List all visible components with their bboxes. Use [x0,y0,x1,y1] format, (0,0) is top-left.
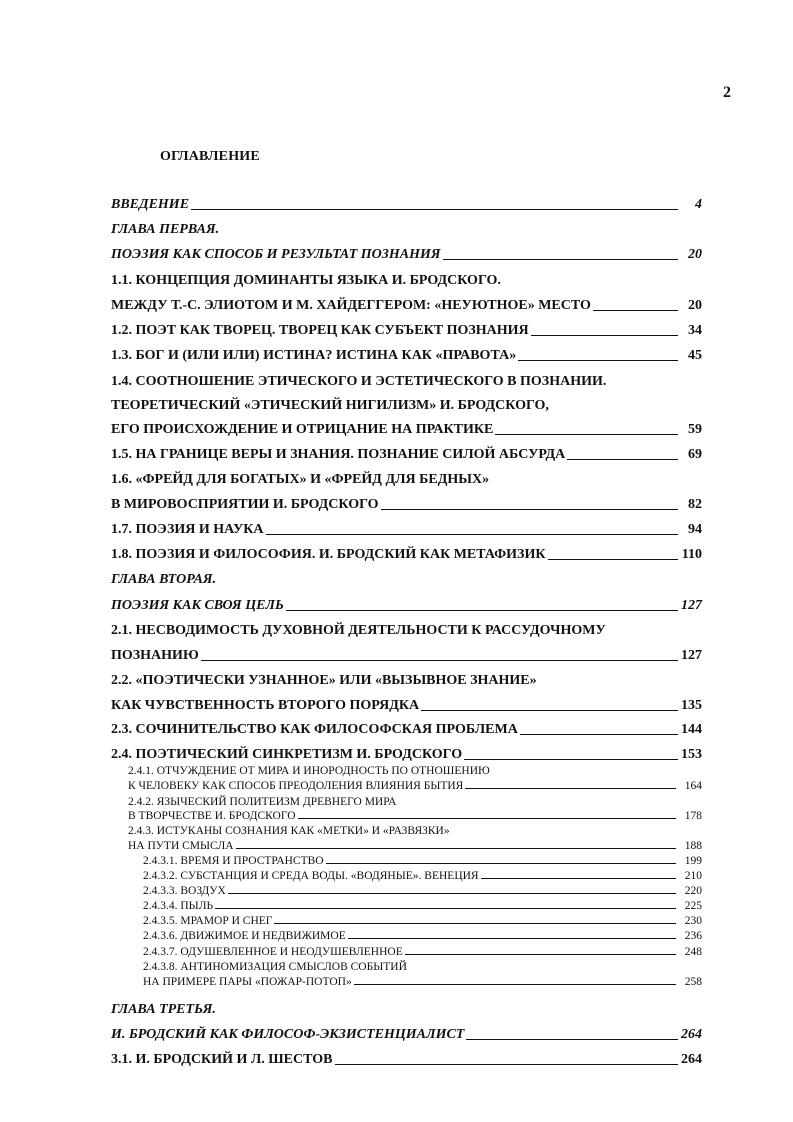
toc-entry-title: 2.4.3.4. ПЫЛЬ [143,900,214,912]
toc-entry [111,245,702,263]
toc-leader [518,360,678,361]
toc-leader [593,310,678,311]
toc-entry-page: 34 [688,323,702,338]
toc-entry-title: ВВЕДЕНИЕ [111,197,190,212]
toc-entry-page: 164 [684,780,702,792]
toc-title: ОГЛАВЛЕНИЕ [160,149,260,164]
toc-subentry [128,808,702,822]
toc-entry [111,1000,702,1018]
toc-leader [236,848,676,849]
toc-leader [495,434,678,435]
toc-leader [326,863,676,864]
toc-leader [266,534,678,535]
toc-entry-title: ГЛАВА ПЕРВАЯ. [111,222,220,237]
toc-entry [111,671,702,689]
toc-subentry [128,794,702,808]
toc-entry-title: 2.4.3.1. ВРЕМЯ И ПРОСТРАНСТВО [143,855,324,867]
toc-leader [348,938,676,939]
toc-entry [111,495,702,513]
toc-entry [111,720,702,738]
toc-subentry [143,959,702,973]
toc-entry-page: 144 [681,722,702,737]
toc-leader [464,759,678,760]
toc-subentry [128,838,702,852]
toc-entry-page: 82 [688,497,702,512]
toc-entry-title: 1.2. ПОЭТ КАК ТВОРЕЦ. ТВОРЕЦ КАК СУБЪЕКТ ПОЗНАНИЯ [111,323,529,338]
toc-entry-title: 2.4.2. ЯЗЫЧЕСКИЙ ПОЛИТЕИЗМ ДРЕВНЕГО МИРА [128,796,397,808]
toc-entry [111,1025,702,1043]
toc-subentry [143,913,702,927]
toc-leader [481,878,676,879]
toc-entry [111,696,702,714]
toc-entry-title: К ЧЕЛОВЕКУ КАК СПОСОБ ПРЕОДОЛЕНИЯ ВЛИЯНИЯ БЫТИЯ [128,780,464,792]
toc-entry-title: 1.5. НА ГРАНИЦЕ ВЕРЫ И ЗНАНИЯ. ПОЗНАНИЕ СИЛОЙ АБСУРДА [111,447,566,462]
toc-entry-title: 2.4.3.7. ОДУШЕВЛЕННОЕ И НЕОДУШЕВЛЕННОЕ [143,946,403,958]
toc-entry-page: 59 [688,422,702,437]
toc-leader [443,259,678,260]
toc-entry-page: 135 [681,698,702,713]
toc-entry [111,296,702,314]
toc-entry-title: ПОЭЗИЯ КАК СПОСОБ И РЕЗУЛЬТАТ ПОЗНАНИЯ [111,247,441,262]
toc-leader [567,459,678,460]
toc-entry-page: 69 [688,447,702,462]
toc-entry-title: 1.7. ПОЭЗИЯ И НАУКА [111,522,264,537]
toc-entry-page: 20 [688,247,702,262]
toc-subentry [143,928,702,942]
toc-entry-page: 264 [681,1052,702,1067]
toc-subentry [143,853,702,867]
toc-entry-page: 264 [681,1027,702,1042]
toc-entry-title: 2.4.3. ИСТУКАНЫ СОЗНАНИЯ КАК «МЕТКИ» И «РАЗВЯЗКИ» [128,825,450,837]
toc-entry-title: НА ПУТИ СМЫСЛА [128,840,234,852]
toc-entry [111,346,702,364]
toc-entry-title: 2.4.3.2. СУБСТАНЦИЯ И СРЕДА ВОДЫ. «ВОДЯНЫЕ». ВЕНЕЦИЯ [143,870,479,882]
toc-entry [111,621,702,639]
toc-leader [520,734,678,735]
toc-entry [111,545,702,563]
toc-entry-title: 2.2. «ПОЭТИЧЕСКИ УЗНАННОЕ» ИЛИ «ВЫЗЫВНОЕ ЗНАНИЕ» [111,673,537,688]
toc-entry-page: 110 [681,547,702,562]
toc-entry-title: ГЛАВА ТРЕТЬЯ. [111,1002,216,1017]
toc-leader [466,1039,678,1040]
toc-entry-page: 258 [684,976,702,988]
toc-leader [274,923,676,924]
toc-entry-title: В МИРОВОСПРИЯТИИ И. БРОДСКОГО [111,497,379,512]
toc-entry [111,520,702,538]
toc-entry-title: ПОЗНАНИЮ [111,648,199,663]
toc-entry-page: 225 [684,900,702,912]
toc-entry-page: 127 [681,648,702,663]
toc-leader [381,509,678,510]
toc-entry-title: 2.4.3.3. ВОЗДУХ [143,885,226,897]
toc-entry-page: 188 [684,840,702,852]
toc-entry-title: 2.1. НЕСВОДИМОСТЬ ДУХОВНОЙ ДЕЯТЕЛЬНОСТИ К РАССУДОЧНОМУ [111,623,606,638]
toc-subentry [143,883,702,897]
toc-entry-title: 2.4.3.6. ДВИЖИМОЕ И НЕДВИЖИМОЕ [143,930,346,942]
toc-entry-title: КАК ЧУВСТВЕННОСТЬ ВТОРОГО ПОРЯДКА [111,698,420,713]
toc-entry-page: 220 [684,885,702,897]
toc-entry-page: 45 [688,348,702,363]
toc-entry-title: 1.6. «ФРЕЙД ДЛЯ БОГАТЫХ» И «ФРЕЙД ДЛЯ БЕДНЫХ» [111,472,490,487]
toc-leader [421,710,678,711]
toc-entry [111,420,702,438]
toc-leader [531,335,678,336]
toc-entry-page: 94 [688,522,702,537]
toc-entry-title: 2.4.3.8. АНТИНОМИЗАЦИЯ СМЫСЛОВ СОБЫТИЙ [143,961,407,973]
toc-leader [354,984,676,985]
toc-leader [191,209,678,210]
toc-leader [548,559,679,560]
toc-entry-title: 1.8. ПОЭЗИЯ И ФИЛОСОФИЯ. И. БРОДСКИЙ КАК МЕТАФИЗИК [111,547,546,562]
toc-entry-page: 199 [684,855,702,867]
toc-entry [111,220,702,238]
toc-leader [335,1064,678,1065]
toc-entry-title: МЕЖДУ Т.-С. ЭЛИОТОМ И М. ХАЙДЕГГЕРОМ: «НЕУЮТНОЕ» МЕСТО [111,298,591,313]
toc-leader [215,908,676,909]
toc-entry-page: 236 [684,930,702,942]
toc-entry-title: ПОЭЗИЯ КАК СВОЯ ЦЕЛЬ [111,598,284,613]
toc-entry-page: 210 [684,870,702,882]
toc-entry [111,1050,702,1068]
toc-leader [228,893,676,894]
toc-entry-page: 153 [681,747,702,762]
toc-entry-title: И. БРОДСКИЙ КАК ФИЛОСОФ-ЭКЗИСТЕНЦИАЛИСТ [111,1027,465,1042]
toc-entry [111,646,702,664]
toc-subentry [143,944,702,958]
toc-entry-title: 3.1. И. БРОДСКИЙ И Л. ШЕСТОВ [111,1052,333,1067]
toc-entry [111,396,702,414]
toc-leader [465,788,676,789]
toc-leader [201,660,678,661]
toc-leader [286,610,678,611]
toc-entry-title: 1.4. СООТНОШЕНИЕ ЭТИЧЕСКОГО И ЭСТЕТИЧЕСКОГО В ПОЗНАНИИ. [111,374,607,389]
toc-entry-title: ТЕОРЕТИЧЕСКИЙ «ЭТИЧЕСКИЙ НИГИЛИЗМ» И. БРОДСКОГО, [111,398,549,413]
toc-subentry [128,823,702,837]
toc-entry-title: 2.4.3.5. МРАМОР И СНЕГ [143,915,273,927]
toc-leader [405,954,676,955]
toc-entry [111,745,702,763]
toc-entry-title: 2.3. СОЧИНИТЕЛЬСТВО КАК ФИЛОСОФСКАЯ ПРОБЛЕМА [111,722,518,737]
toc-entry-title: 1.1. КОНЦЕПЦИЯ ДОМИНАНТЫ ЯЗЫКА И. БРОДСКОГО. [111,273,501,288]
toc-entry-page: 230 [684,915,702,927]
toc-entry-page: 248 [684,946,702,958]
toc-entry-page: 178 [684,810,702,822]
toc-entry-title: 2.4. ПОЭТИЧЕСКИЙ СИНКРЕТИЗМ И. БРОДСКОГО [111,747,463,762]
toc-entry [111,596,702,614]
toc-entry [111,321,702,339]
page-number: 2 [723,84,731,101]
toc-entry-title: В ТВОРЧЕСТВЕ И. БРОДСКОГО [128,810,296,822]
toc-subentry [128,763,702,777]
toc-entry-title: НА ПРИМЕРЕ ПАРЫ «ПОЖАР-ПОТОП» [143,976,352,988]
toc-leader [298,818,676,819]
toc-entry [111,271,702,289]
toc-entry-title: 1.3. БОГ И (ИЛИ ИЛИ) ИСТИНА? ИСТИНА КАК «ПРАВОТА» [111,348,517,363]
toc-subentry [143,868,702,882]
toc-entry [111,372,702,390]
toc-entry [111,445,702,463]
toc-entry-page: 4 [695,197,702,212]
toc-entry [111,470,702,488]
toc-entry-title: ГЛАВА ВТОРАЯ. [111,572,217,587]
toc-entry-title: ЕГО ПРОИСХОЖДЕНИЕ И ОТРИЦАНИЕ НА ПРАКТИКЕ [111,422,494,437]
toc-entry-title: 2.4.1. ОТЧУЖДЕНИЕ ОТ МИРА И ИНОРОДНОСТЬ ПО ОТНОШЕНИЮ [128,765,490,777]
toc-entry-page: 127 [681,598,702,613]
toc-subentry [143,974,702,988]
toc-subentry [128,778,702,792]
toc-entry [111,195,702,213]
toc-entry [111,570,702,588]
toc-subentry [143,898,702,912]
toc-entry-page: 20 [688,298,702,313]
